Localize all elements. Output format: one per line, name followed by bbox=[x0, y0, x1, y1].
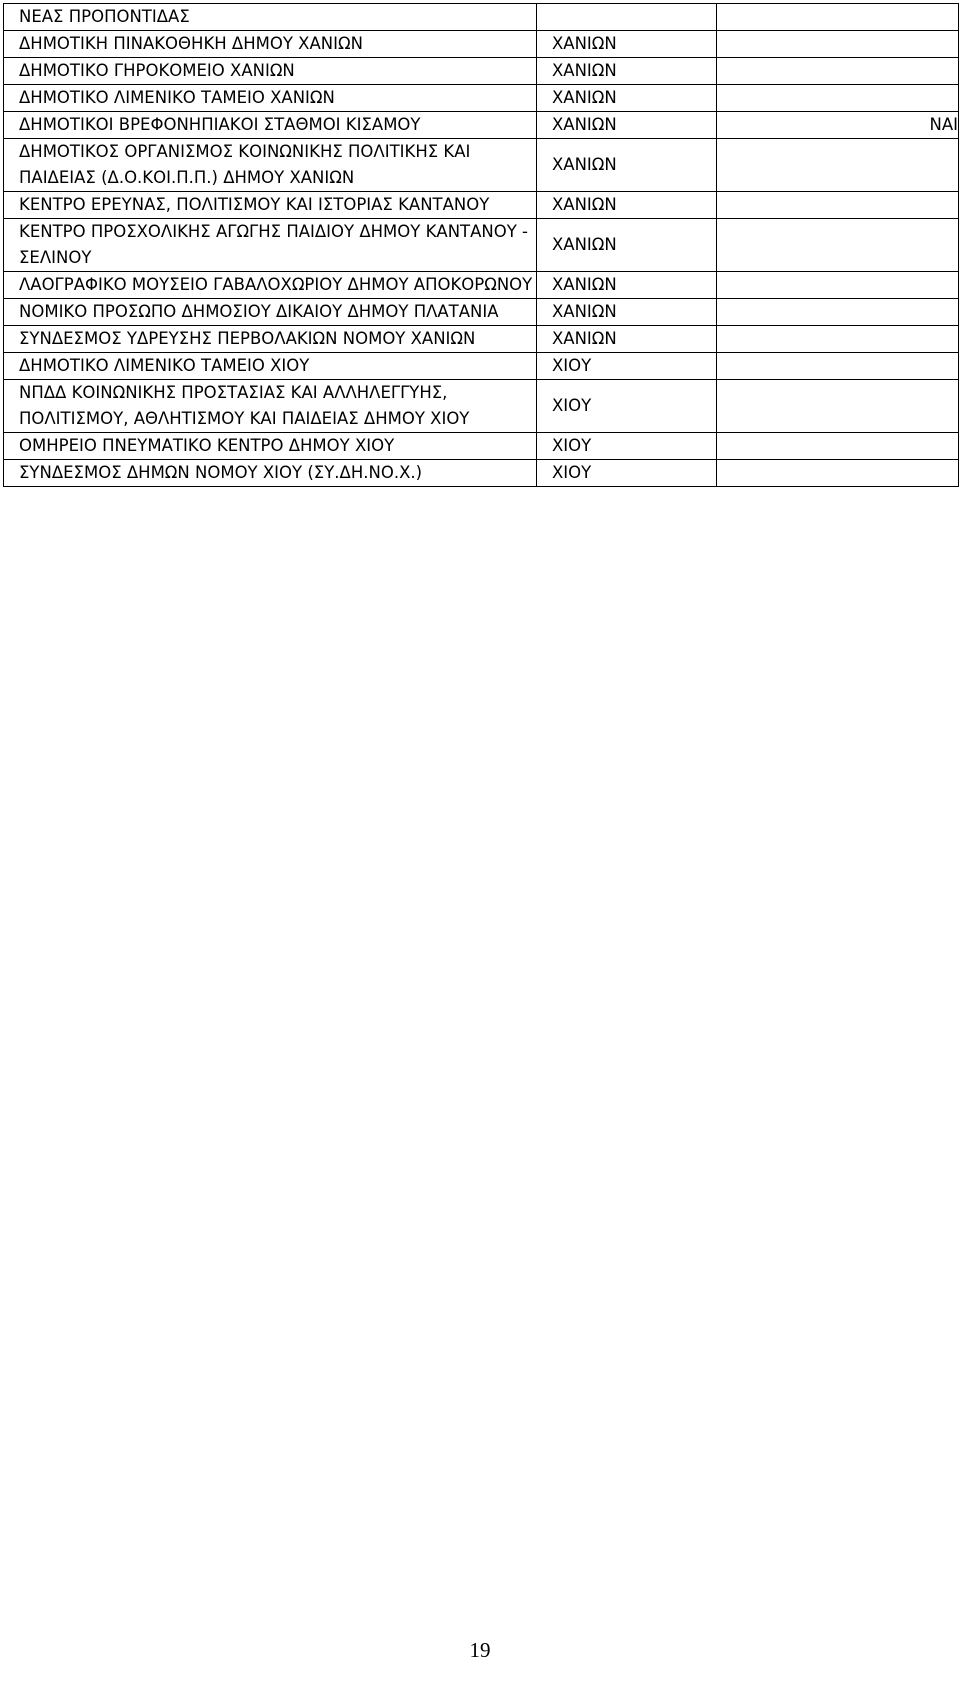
table-row bbox=[4, 4, 959, 31]
entity-name-cell: ΣΥΝΔΕΣΜΟΣ ΔΗΜΩΝ ΝΟΜΟΥ ΧΙΟΥ (ΣΥ.ΔΗ.ΝΟ.Χ.) bbox=[4, 460, 537, 487]
region-cell: ΧΑΝΙΩΝ bbox=[537, 326, 717, 353]
extra-cell bbox=[717, 31, 959, 58]
entity-name-cell: ΔΗΜΟΤΙΚΟ ΓΗΡΟΚΟΜΕΙΟ ΧΑΝΙΩΝ bbox=[4, 58, 537, 85]
region-cell: ΧΑΝΙΩΝ bbox=[537, 139, 717, 192]
entity-name-cell: ΛΑΟΓΡΑΦΙΚΟ ΜΟΥΣΕΙΟ ΓΑΒΑΛΟΧΩΡΙΟΥ ΔΗΜΟΥ ΑΠΟΚΟΡΩΝΟΥ bbox=[4, 272, 537, 299]
region-cell: ΧΙΟΥ bbox=[537, 460, 717, 487]
table-row bbox=[4, 326, 959, 353]
extra-cell bbox=[717, 326, 959, 353]
entity-name-cell: ΔΗΜΟΤΙΚΟΣ ΟΡΓΑΝΙΣΜΟΣ ΚΟΙΝΩΝΙΚΗΣ ΠΟΛΙΤΙΚΗΣ ΚΑΙ ΠΑΙΔΕΙΑΣ (Δ.Ο.ΚΟΙ.Π.Π.) ΔΗΜΟΥ ΧΑΝΙΩΝ bbox=[4, 139, 537, 192]
entity-name-cell: ΔΗΜΟΤΙΚΟΙ ΒΡΕΦΟΝΗΠΙΑΚΟΙ ΣΤΑΘΜΟΙ ΚΙΣΑΜΟΥ bbox=[4, 112, 537, 139]
entity-name-cell: ΟΜΗΡΕΙΟ ΠΝΕΥΜΑΤΙΚΟ ΚΕΝΤΡΟ ΔΗΜΟΥ ΧΙΟΥ bbox=[4, 433, 537, 460]
entity-name-cell: ΣΥΝΔΕΣΜΟΣ ΥΔΡΕΥΣΗΣ ΠΕΡΒΟΛΑΚΙΩΝ ΝΟΜΟΥ ΧΑΝΙΩΝ bbox=[4, 326, 537, 353]
extra-cell bbox=[717, 4, 959, 31]
region-cell: ΧΑΝΙΩΝ bbox=[537, 85, 717, 112]
table-row bbox=[4, 85, 959, 112]
table-row bbox=[4, 58, 959, 85]
entity-name-cell: ΝΟΜΙΚΟ ΠΡΟΣΩΠΟ ΔΗΜΟΣΙΟΥ ΔΙΚΑΙΟΥ ΔΗΜΟΥ ΠΛΑΤΑΝΙΑ bbox=[4, 299, 537, 326]
extra-cell bbox=[717, 219, 959, 272]
extra-cell bbox=[717, 85, 959, 112]
table-row bbox=[4, 433, 959, 460]
extra-cell bbox=[717, 353, 959, 380]
table-row bbox=[4, 139, 959, 192]
region-cell: ΧΙΟΥ bbox=[537, 380, 717, 433]
region-cell: ΧΑΝΙΩΝ bbox=[537, 299, 717, 326]
table-row bbox=[4, 219, 959, 272]
region-cell: ΧΑΝΙΩΝ bbox=[537, 272, 717, 299]
table-row bbox=[4, 380, 959, 433]
entity-name-cell: ΔΗΜΟΤΙΚΟ ΛΙΜΕΝΙΚΟ ΤΑΜΕΙΟ ΧΑΝΙΩΝ bbox=[4, 85, 537, 112]
region-cell: ΧΑΝΙΩΝ bbox=[537, 219, 717, 272]
extra-cell bbox=[717, 433, 959, 460]
extra-cell bbox=[717, 192, 959, 219]
page-number: 19 bbox=[469, 1638, 491, 1662]
table-row bbox=[4, 31, 959, 58]
entity-name-cell: ΔΗΜΟΤΙΚΟ ΛΙΜΕΝΙΚΟ ΤΑΜΕΙΟ ΧΙΟΥ bbox=[4, 353, 537, 380]
extra-cell bbox=[717, 139, 959, 192]
table-row bbox=[4, 353, 959, 380]
entity-name-cell: ΚΕΝΤΡΟ ΠΡΟΣΧΟΛΙΚΗΣ ΑΓΩΓΗΣ ΠΑΙΔΙΟΥ ΔΗΜΟΥ ΚΑΝΤΑΝΟΥ - ΣΕΛΙΝΟΥ bbox=[4, 219, 537, 272]
table-row bbox=[4, 192, 959, 219]
table-row bbox=[4, 272, 959, 299]
extra-cell: ΝΑΙ bbox=[717, 112, 959, 139]
region-cell: ΧΙΟΥ bbox=[537, 353, 717, 380]
entity-name-cell: ΔΗΜΟΤΙΚΗ ΠΙΝΑΚΟΘΗΚΗ ΔΗΜΟΥ ΧΑΝΙΩΝ bbox=[4, 31, 537, 58]
extra-cell bbox=[717, 272, 959, 299]
extra-cell bbox=[717, 460, 959, 487]
region-cell: ΧΑΝΙΩΝ bbox=[537, 112, 717, 139]
entity-name-cell: ΝΠΔΔ ΚΟΙΝΩΝΙΚΗΣ ΠΡΟΣΤΑΣΙΑΣ ΚΑΙ ΑΛΛΗΛΕΓΓΥΗΣ, ΠΟΛΙΤΙΣΜΟΥ, ΑΘΛΗΤΙΣΜΟΥ ΚΑΙ ΠΑΙΔΕΙΑΣ ΔΗΜΟΥ ΧΙΟΥ bbox=[4, 380, 537, 433]
table-body bbox=[4, 4, 959, 487]
entity-name-cell: ΚΕΝΤΡΟ ΕΡΕΥΝΑΣ, ΠΟΛΙΤΙΣΜΟΥ ΚΑΙ ΙΣΤΟΡΙΑΣ ΚΑΝΤΑΝΟΥ bbox=[4, 192, 537, 219]
region-cell: ΧΑΝΙΩΝ bbox=[537, 31, 717, 58]
table-row bbox=[4, 299, 959, 326]
extra-cell bbox=[717, 58, 959, 85]
region-cell: ΧΑΝΙΩΝ bbox=[537, 192, 717, 219]
region-cell: ΧΙΟΥ bbox=[537, 433, 717, 460]
region-cell: ΧΑΝΙΩΝ bbox=[537, 58, 717, 85]
table-row bbox=[4, 112, 959, 139]
extra-cell bbox=[717, 299, 959, 326]
extra-cell bbox=[717, 380, 959, 433]
entities-table bbox=[3, 3, 959, 487]
region-cell bbox=[537, 4, 717, 31]
entity-name-cell: ΝΕΑΣ ΠΡΟΠΟΝΤΙΔΑΣ bbox=[4, 4, 537, 31]
table-row bbox=[4, 460, 959, 487]
